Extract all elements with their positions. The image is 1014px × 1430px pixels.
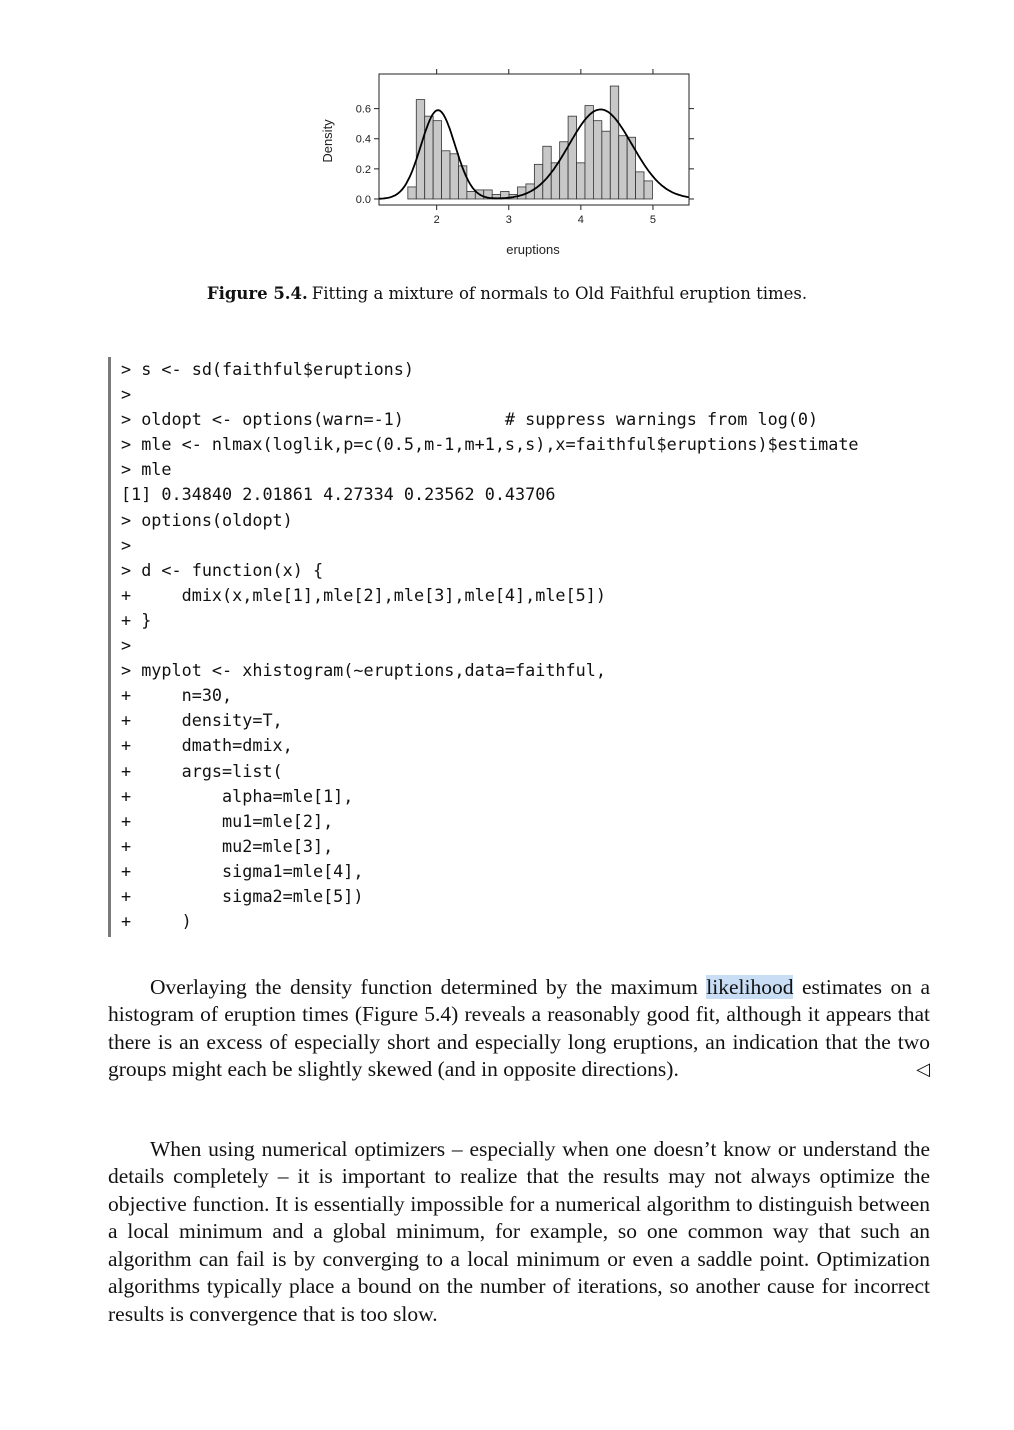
x-axis-label: eruptions bbox=[506, 242, 560, 257]
code-line: > mle bbox=[121, 459, 172, 480]
code-line: > d <- function(x) { bbox=[121, 559, 324, 580]
paragraph-1-end: estimates on a histogram of eruption times (Figure 5.4) reveals a reasonably good fit, although it appears that there is an excess of especially short and especially long eruptions, an indication that the two groups might each be slightly skewed (and in opposite directions). bbox=[108, 974, 930, 1081]
histogram-bar bbox=[619, 136, 627, 199]
histogram-bar bbox=[517, 187, 525, 199]
x-tick-label: 3 bbox=[505, 214, 512, 226]
y-tick-label: 0.2 bbox=[355, 163, 371, 176]
code-line: + density=T, bbox=[121, 710, 283, 731]
code-line: > bbox=[121, 384, 132, 405]
histogram-bar bbox=[442, 151, 450, 199]
code-line: > oldopt <- options(warn=-1) # suppress warnings from log(0) bbox=[121, 409, 819, 430]
code-line: + mu2=mle[3], bbox=[121, 835, 334, 856]
paragraph-1 bbox=[108, 974, 930, 1084]
histogram-bar bbox=[627, 137, 635, 199]
highlighted-word[interactable]: likelihood bbox=[706, 974, 794, 999]
figure-caption-label: Figure 5.4. bbox=[206, 284, 308, 303]
code-line: > s <- sd(faithful$eruptions) bbox=[121, 359, 414, 379]
code-line: + sigma1=mle[4], bbox=[121, 860, 364, 881]
histogram-bar bbox=[450, 154, 458, 199]
histogram-bar bbox=[458, 166, 466, 199]
figure-caption-text: Fitting a mixture of normals to Old Faithful eruption times. bbox=[311, 284, 808, 303]
code-line: + alpha=mle[1], bbox=[121, 785, 354, 806]
figure-caption bbox=[0, 284, 1014, 303]
x-tick-label: 2 bbox=[433, 214, 440, 226]
paragraph-2: When using numerical optimizers – especially when one doesn’t know or understand the details completely – it is important to realize that the results may not always optimize the objective function. It is essentially impossible for a numerical algorithm to distinguish between a local minimum and a global minimum, for example, so one common way that such an algorithm can fail is by converging to a local minimum or even a saddle point. Optimization algorithms typically place a bound on the number of iterations, so another cause for incorrect results is convergence that is too slow. bbox=[108, 1136, 930, 1326]
code-line: > myplot <- xhistogram(~eruptions,data=faithful, bbox=[121, 660, 606, 681]
histogram-bar bbox=[433, 121, 441, 199]
histogram-bar bbox=[593, 121, 601, 199]
paragraph-1-start: Overlaying the density function determined by the maximum bbox=[150, 974, 707, 999]
histogram-bar bbox=[636, 172, 644, 199]
code-line: > mle <- nlmax(loglik,p=c(0.5,m-1,m+1,s,s),x=faithful$eruptions)$estimate bbox=[121, 434, 859, 455]
y-tick-label: 0.0 bbox=[355, 193, 371, 206]
histogram-bar bbox=[543, 146, 551, 199]
histogram-bar bbox=[560, 142, 568, 199]
code-line: + n=30, bbox=[121, 685, 233, 706]
code-line: > bbox=[121, 534, 132, 555]
histogram-bar bbox=[610, 86, 618, 199]
x-tick-label: 5 bbox=[649, 214, 657, 226]
code-line: [1] 0.34840 2.01861 4.27334 0.23562 0.43706 bbox=[121, 484, 556, 505]
histogram-bar bbox=[644, 181, 652, 199]
code-line: + mu1=mle[2], bbox=[121, 810, 334, 831]
y-tick-label: 0.4 bbox=[355, 133, 371, 146]
code-line: + } bbox=[121, 609, 152, 630]
code-line: > bbox=[121, 635, 132, 656]
code-line: + dmix(x,mle[1],mle[2],mle[3],mle[4],mle[5]) bbox=[121, 584, 606, 605]
code-block bbox=[108, 357, 928, 937]
histogram-bar bbox=[602, 131, 610, 199]
histogram-bar bbox=[534, 164, 542, 199]
histogram-figure bbox=[300, 60, 720, 270]
histogram-bar bbox=[467, 191, 475, 199]
histogram-bar bbox=[568, 116, 576, 199]
code-line: + ) bbox=[121, 911, 192, 932]
x-tick-label: 4 bbox=[577, 214, 584, 226]
code-line: > options(oldopt) bbox=[121, 509, 293, 530]
code-line: + args=list( bbox=[121, 760, 283, 781]
histogram-bar bbox=[577, 163, 585, 199]
code-line: + dmath=dmix, bbox=[121, 735, 293, 756]
y-tick-label: 0.6 bbox=[355, 103, 371, 116]
histogram-bar bbox=[408, 187, 416, 199]
end-of-example-mark: ◁ bbox=[916, 1059, 930, 1079]
y-axis-label: Density bbox=[320, 119, 335, 163]
code-line: + sigma2=mle[5]) bbox=[121, 885, 364, 906]
